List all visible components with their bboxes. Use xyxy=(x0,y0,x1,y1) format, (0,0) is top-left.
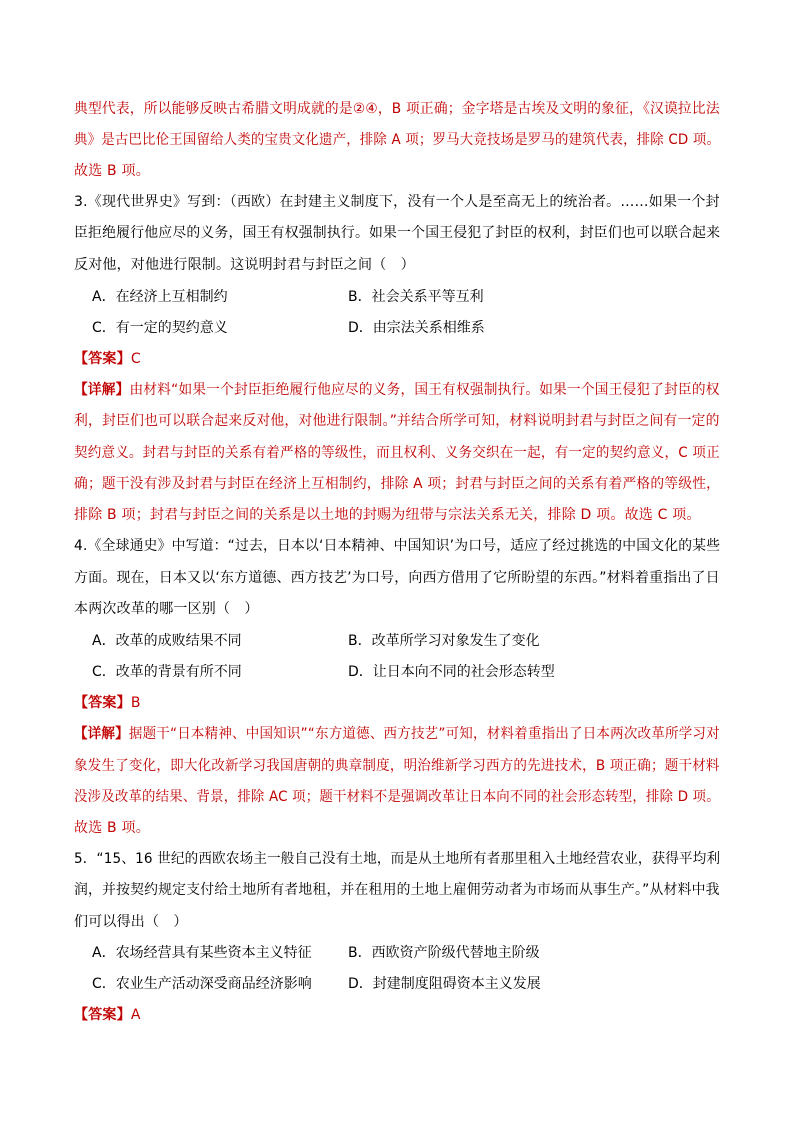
q3-answer xyxy=(74,349,141,369)
intro-line-1: 典型代表，所以能够反映古希腊文明成就的是②④，B 项正确；金字塔是古埃及文明的象征，《汉谟拉比法 xyxy=(74,101,720,117)
q3-stem-line-1: 3.《现代世界史》写到：（西欧）在封建主义制度下，没有一个人是至高无上的统治者。……如果一个封 xyxy=(74,194,720,210)
q4-detail-line-3: 没涉及改革的结果、背景，排除 AC 项；题干材料不是强调改革让日本向不同的社会形态转型，排除 D 项。 xyxy=(74,789,720,805)
q3-detail-line-3: 契约意义。封君与封臣的关系有着严格的等级性，而且权利、义务交织在一起，有一定的契约意义，C 项正 xyxy=(74,445,720,461)
q5-option-b: B．西欧资产阶级代替地主阶级 xyxy=(348,945,540,961)
q4-detail-line-4: 故选 B 项。 xyxy=(74,820,150,836)
q4-detail-line-1 xyxy=(74,724,720,744)
q4-option-c: C．改革的背景有所不同 xyxy=(92,664,242,680)
q3-detail-line-2: 利，封臣们也可以联合起来反对他，对他进行限制。”并结合所学可知，材料说明封君与封臣之间有一定的 xyxy=(74,413,720,429)
q3-answer-tag: 【答案】 xyxy=(74,351,131,367)
q4-stem-line-2: 方面。现在，日本又以‘东方道德、西方技艺’为口号，向西方借用了它所盼望的东西。”材料着重指出了日 xyxy=(74,570,720,586)
q3-option-a: A．在经济上互相制约 xyxy=(92,289,228,305)
q3-detail-line-5: 排除 B 项；封君与封臣之间的关系是以土地的封赐为纽带与宗法关系无关，排除 D 项。故选 C 项。 xyxy=(74,507,701,523)
q3-detail-line-4: 确；题干没有涉及封君与封臣在经济上互相制约，排除 A 项；封君与封臣之间的关系有着严格的等级性， xyxy=(74,476,721,492)
q5-stem-line-3: 们可以得出（ ） xyxy=(74,914,188,930)
q4-option-b: B．改革所学习对象发生了变化 xyxy=(348,633,540,649)
q3-answer-value: C xyxy=(130,351,141,367)
q5-stem-line-2: 润，并按契约规定支付给土地所有者地租，并在租用的土地上雇佣劳动者为市场而从事生产。”从材料中我 xyxy=(74,882,720,898)
q5-option-a: A．农场经营具有某些资本主义特征 xyxy=(92,945,312,961)
q4-answer-value: B xyxy=(130,695,141,711)
q3-option-b: B．社会关系平等互利 xyxy=(348,289,484,305)
q5-answer-value: A xyxy=(130,1007,141,1023)
q5-answer xyxy=(74,1005,141,1025)
q4-answer-tag: 【答案】 xyxy=(74,695,131,711)
q5-answer-tag: 【答案】 xyxy=(74,1007,131,1023)
q3-option-d: D．由宗法关系相维系 xyxy=(348,320,485,336)
q3-stem-line-3: 反对他，对他进行限制。这说明封君与封臣之间（ ） xyxy=(74,257,415,273)
q4-answer xyxy=(74,693,141,713)
intro-line-2: 典》是古巴比伦王国留给人类的宝贵文化遗产，排除 A 项；罗马大竞技场是罗马的建筑代表，排除 CD 项。 xyxy=(74,132,721,148)
q4-detail-text-1: 据题干“日本精神、中国知识”“东方道德、西方技艺”可知，材料着重指出了日本两次改革所学习对 xyxy=(128,726,720,742)
q3-detail-line-1 xyxy=(74,380,720,400)
q5-stem-line-1: 5．“15、16 世纪的西欧农场主一般自己没有土地，而是从土地所有者那里租入土地经营农业，获得平均利 xyxy=(74,851,721,867)
q4-stem-line-1: 4.《全球通史》中写道：“过去，日本以‘日本精神、中国知识’为口号，适应了经过挑选的中国文化的某些 xyxy=(74,538,721,554)
q4-detail-line-2: 象发生了变化，即大化改新学习我国唐朝的典章制度，明治维新学习西方的先进技术，B 项正确；题干材料 xyxy=(74,758,720,774)
intro-line-3: 故选 B 项。 xyxy=(74,163,150,179)
q3-option-c: C．有一定的契约意义 xyxy=(92,320,228,336)
q4-stem-line-3: 本两次改革的哪一区别（ ） xyxy=(74,601,259,617)
q5-option-c: C．农业生产活动深受商品经济影响 xyxy=(92,976,312,992)
q3-detail-text-1: 由材料“如果一个封臣拒绝履行他应尽的义务，国王有权强制执行。如果一个国王侵犯了封臣的权 xyxy=(129,382,720,398)
q4-option-d: D．让日本向不同的社会形态转型 xyxy=(348,664,555,680)
q5-option-d: D．封建制度阻碍资本主义发展 xyxy=(348,976,541,992)
q3-detail-tag: 【详解】 xyxy=(74,382,130,398)
q3-stem-line-2: 臣拒绝履行他应尽的义务，国王有权强制执行。如果一个国王侵犯了封臣的权利，封臣们也可以联合起来 xyxy=(74,225,721,241)
q4-option-a: A．改革的成败结果不同 xyxy=(92,633,242,649)
q4-detail-tag: 【详解】 xyxy=(74,726,129,742)
